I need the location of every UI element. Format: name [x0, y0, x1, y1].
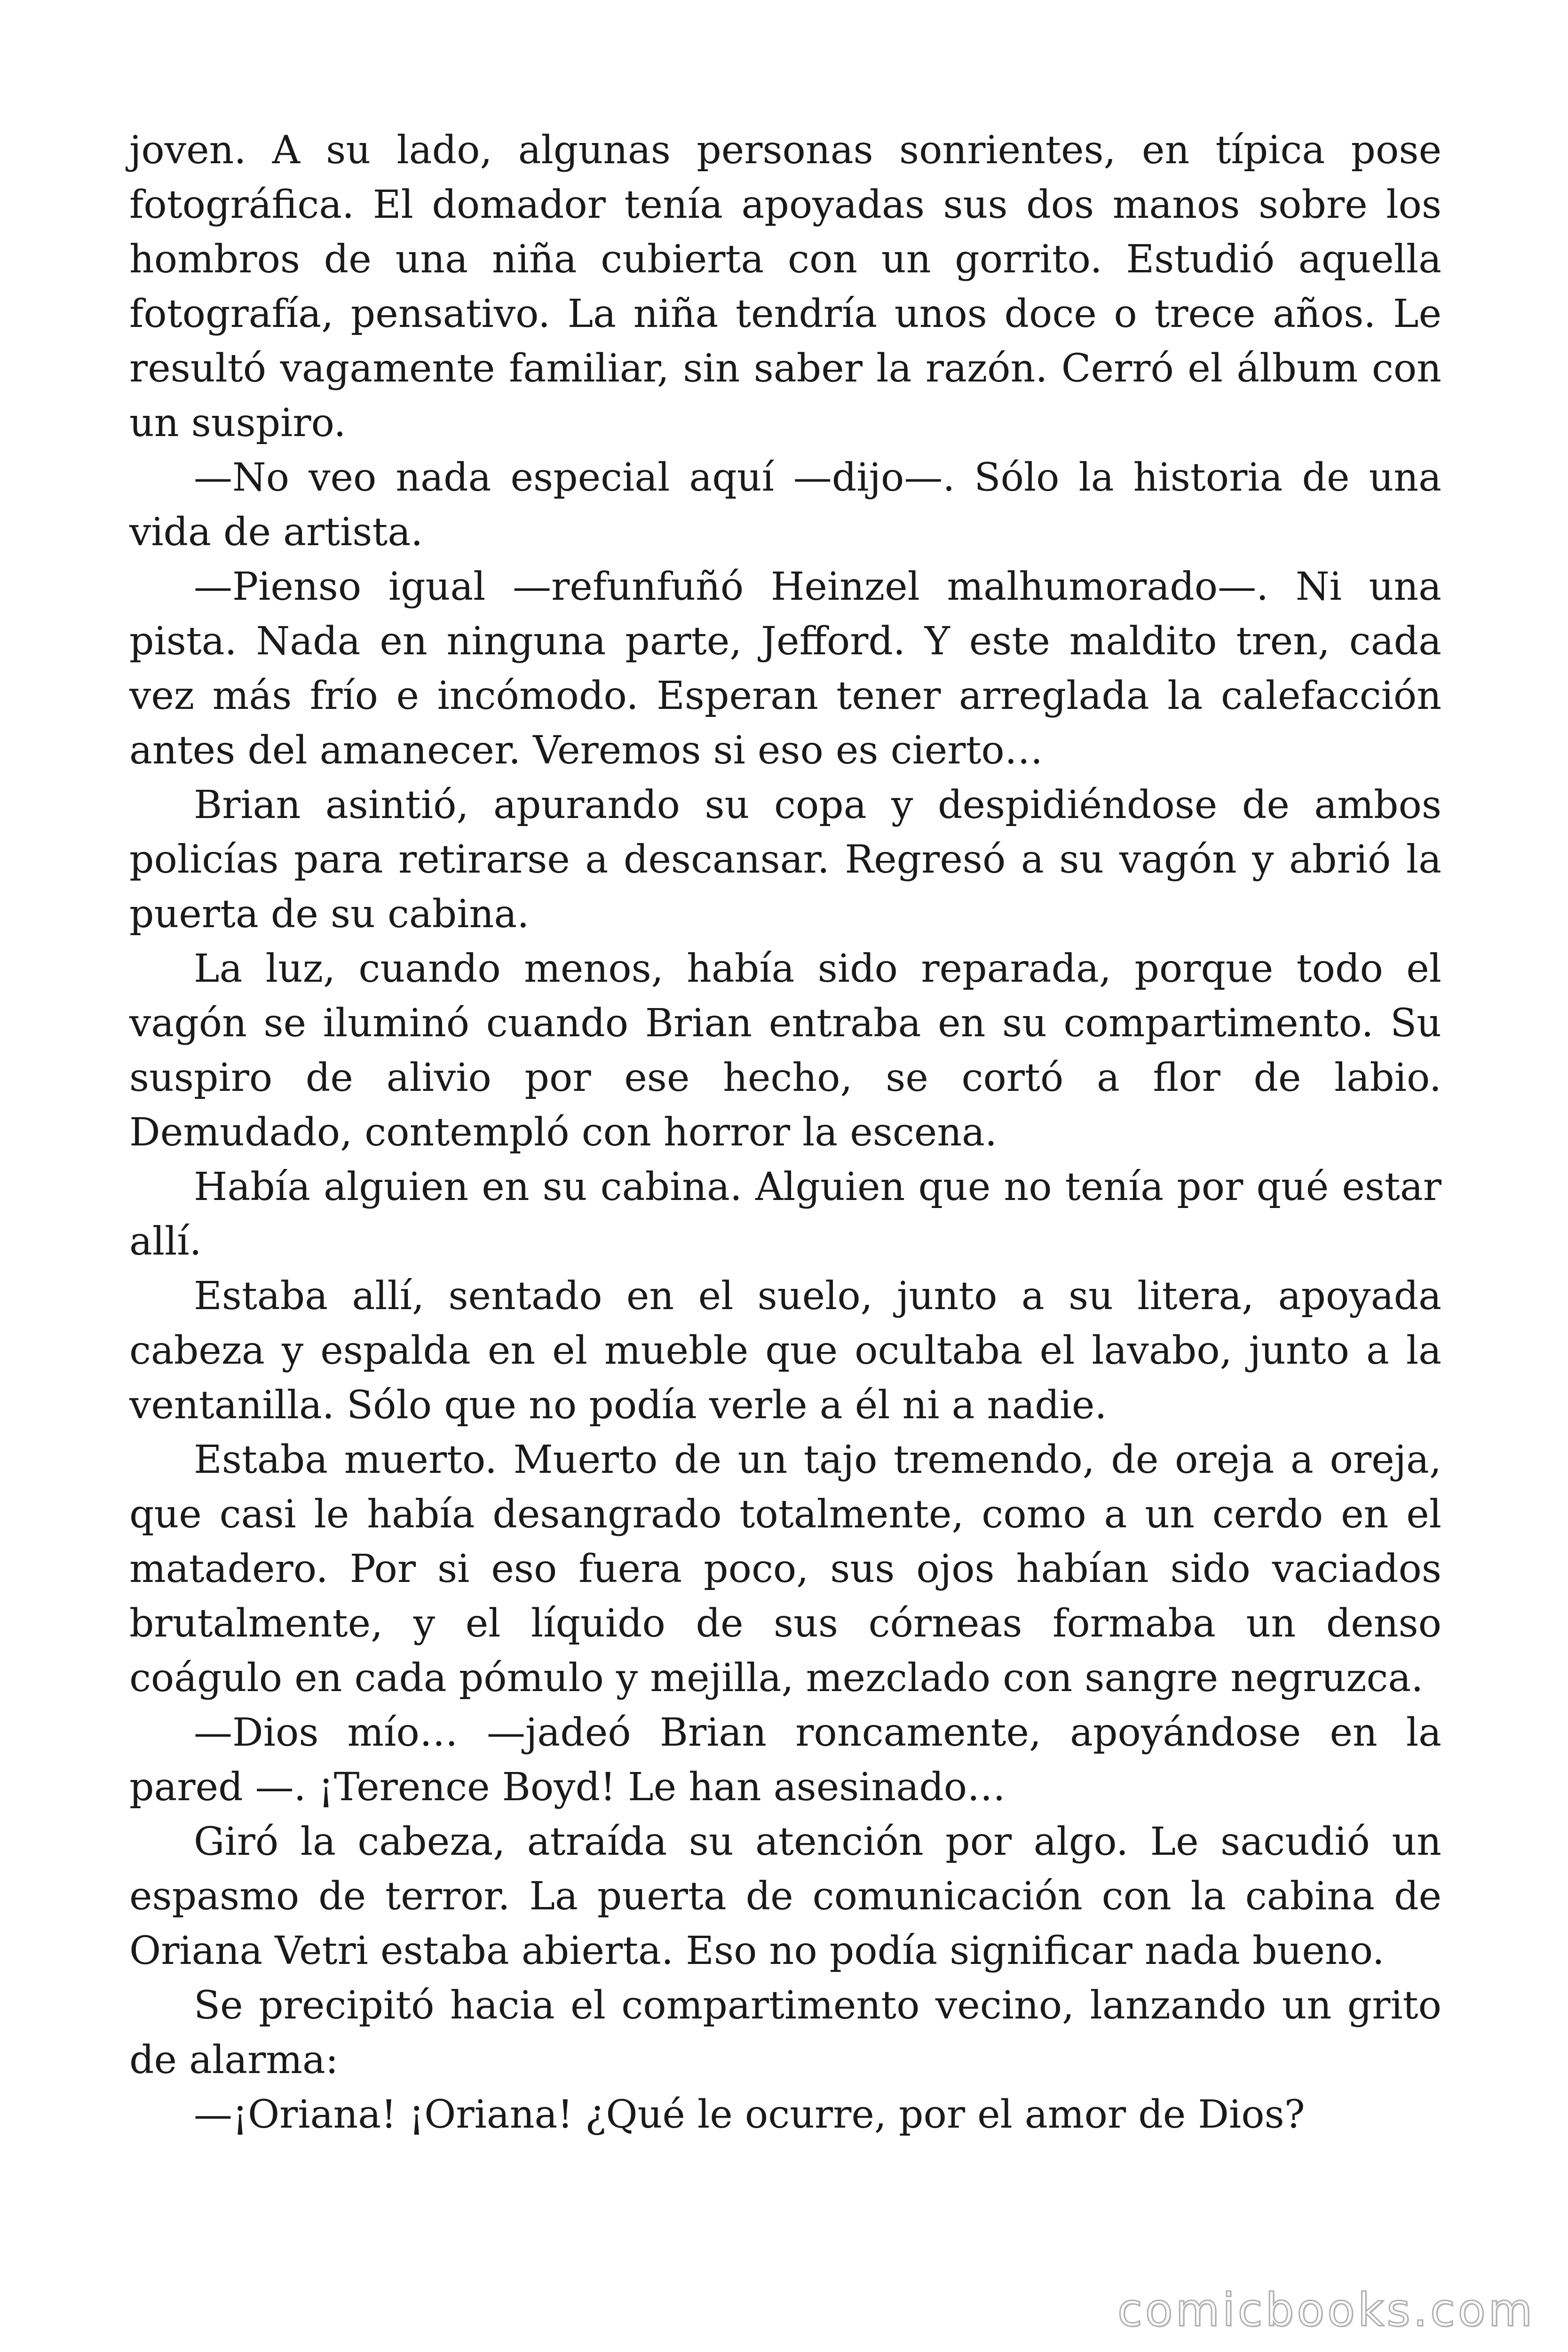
- paragraph: —¡Oriana! ¡Oriana! ¿Qué le ocurre, por el amor de Dios?: [194, 2092, 1305, 2137]
- watermark: comicbooks.com: [1117, 2284, 1535, 2336]
- paragraph: Había alguien en su cabina. Alguien que no tenía por qué estar allí.: [129, 1165, 1441, 1264]
- paragraph: Estaba allí, sentado en el suelo, junto a su litera, apoyada cabeza y espalda en el mueble que ocultaba el lavabo, junto a la ventanilla. Sólo que no podía verle a él ni a nadie.: [129, 1274, 1441, 1428]
- paragraph: —Dios mío… —jadeó Brian roncamente, apoyándose en la pared —. ¡Terence Boyd! Le han asesinado…: [129, 1710, 1441, 1810]
- page-body: [129, 123, 1441, 2142]
- paragraph: Brian asintió, apurando su copa y despidiéndose de ambos policías para retirarse a descansar. Regresó a su vagón y abrió la puerta de su cabina.: [129, 783, 1441, 937]
- paragraph: —No veo nada especial aquí —dijo—. Sólo la historia de una vida de artista.: [129, 455, 1441, 555]
- paragraph: joven. A su lado, algunas personas sonrientes, en típica pose fotográfica. El domador tenía apoyadas sus dos manos sobre los hombros de una niña cubierta con un gorrito. Estudió aquella fotografía, pensativo. La niña tendría unos doce o trece años. Le resultó vagamente familiar, sin saber la razón. Cerró el álbum con un suspiro.: [129, 128, 1441, 445]
- paragraph: Se precipitó hacia el compartimento vecino, lanzando un grito de alarma:: [129, 1983, 1441, 2082]
- paragraph: Giró la cabeza, atraída su atención por algo. Le sacudió un espasmo de terror. La puerta de comunicación con la cabina de Oriana Vetri estaba abierta. Eso no podía significar nada bueno.: [129, 1820, 1441, 1973]
- paragraph: La luz, cuando menos, había sido reparada, porque todo el vagón se iluminó cuando Brian entraba en su compartimento. Su suspiro de alivio por ese hecho, se cortó a flor de labio. Demudado, contempló con horror la escena.: [129, 946, 1441, 1155]
- paragraph: Estaba muerto. Muerto de un tajo tremendo, de oreja a oreja, que casi le había desangrado totalmente, como a un cerdo en el matadero. Por si eso fuera poco, sus ojos habían sido vaciados brutalmente, y el líquido de sus córneas formaba un denso coágulo en cada pómulo y mejilla, mezclado con sangre negruzca.: [129, 1438, 1441, 1700]
- paragraph: —Pienso igual —refunfuñó Heinzel malhumorado—. Ni una pista. Nada en ninguna parte, Jefford. Y este maldito tren, cada vez más frío e incómodo. Esperan tener arreglada la calefacción antes del amanecer. Veremos si eso es cierto…: [129, 564, 1441, 773]
